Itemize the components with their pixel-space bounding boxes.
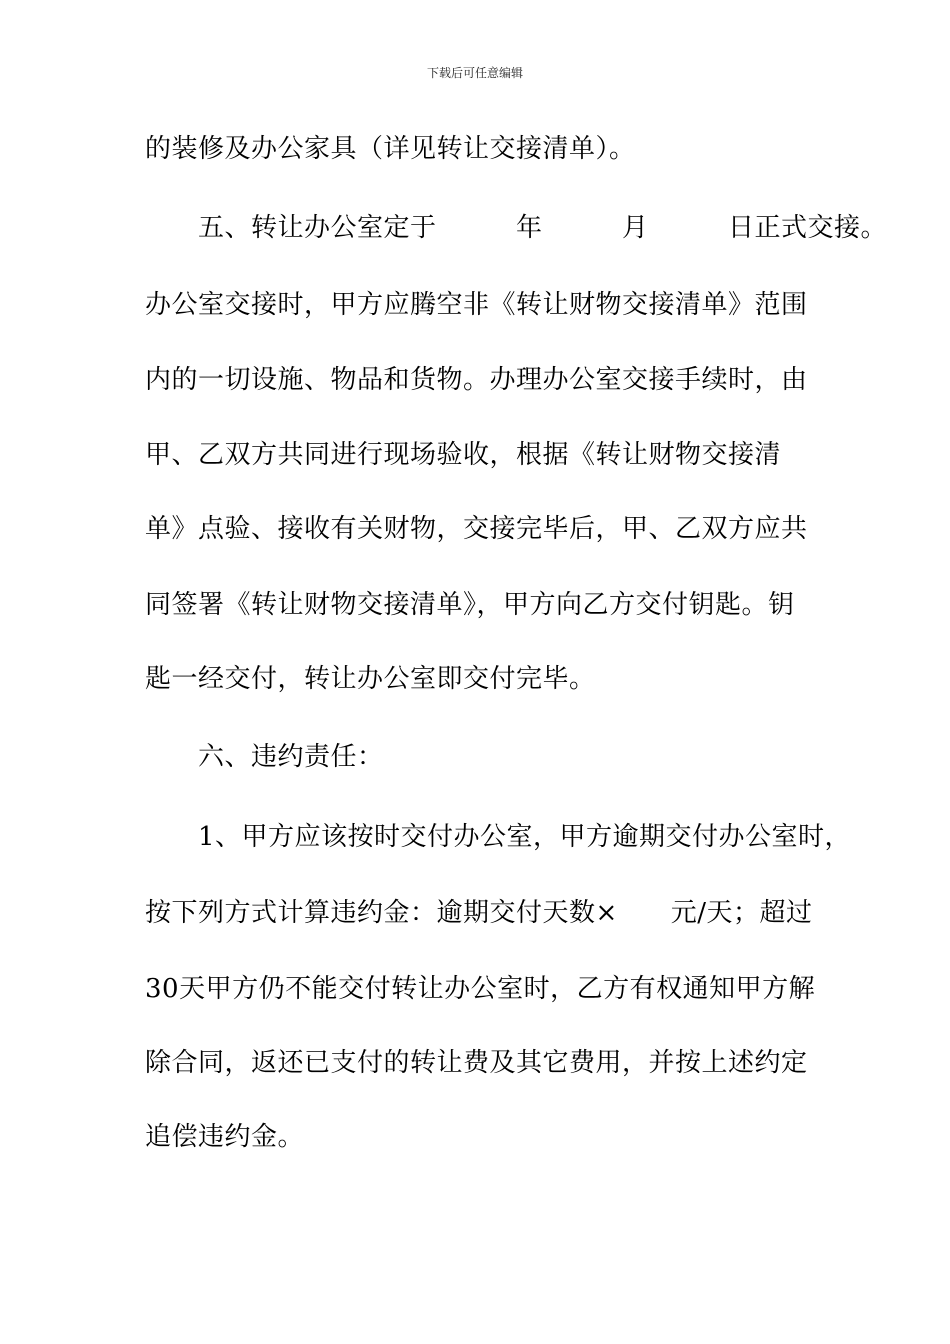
paragraph-line: 按下列方式计算违约金：逾期交付天数× 元/天；超过	[145, 898, 813, 928]
paragraph-line: 30天甲方仍不能交付转让办公室时，乙方有权通知甲方解	[145, 974, 816, 1004]
page-header-note: 下载后可任意编辑	[426, 66, 523, 80]
paragraph-line: 五、转让办公室定于 年 月 日正式交接。	[145, 213, 888, 243]
paragraph-line: 的装修及办公家具（详见转让交接清单）。	[145, 134, 636, 164]
section-heading-line: 六、违约责任：	[145, 742, 384, 772]
paragraph-line: 办公室交接时，甲方应腾空非《转让财物交接清单》范围	[145, 290, 808, 320]
paragraph-line: 内的一切设施、物品和货物。办理办公室交接手续时，由	[145, 365, 808, 395]
paragraph-line: 单》点验、接收有关财物，交接完毕后，甲、乙双方应共	[145, 514, 808, 544]
paragraph-line: 1、甲方应该按时交付办公室，甲方逾期交付办公室时，	[145, 822, 852, 852]
paragraph-line: 甲、乙双方共同进行现场验收，根据《转让财物交接清	[145, 440, 782, 470]
paragraph-line: 追偿违约金。	[145, 1122, 305, 1152]
paragraph-line: 匙一经交付，转让办公室即交付完毕。	[145, 664, 596, 694]
paragraph-line: 同签署《转让财物交接清单》，甲方向乙方交付钥匙。钥	[145, 590, 795, 620]
paragraph-line: 除合同，返还已支付的转让费及其它费用，并按上述约定	[145, 1048, 808, 1078]
